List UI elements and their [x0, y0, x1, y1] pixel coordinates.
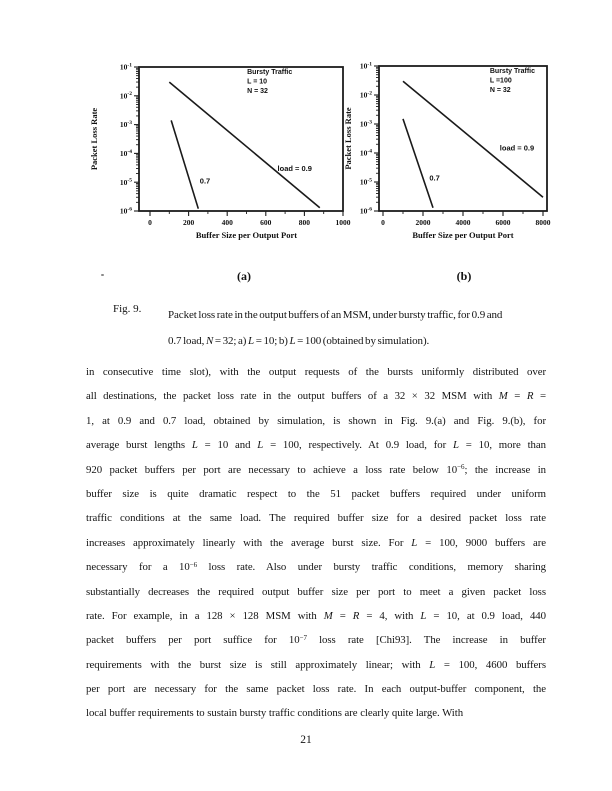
text-run: = 10 and — [197, 439, 258, 452]
svg-text:10-1: $10^{-1}$ — [359, 61, 372, 71]
svg-text:N = 32: N = 32 — [489, 87, 511, 94]
italic-variable: L — [420, 609, 427, 622]
body-line — [86, 580, 546, 604]
text-run: = — [332, 609, 353, 622]
svg-text:0: 0 — [148, 218, 152, 227]
svg-text:load = 0.9: load = 0.9 — [499, 143, 535, 153]
italic-variable: L — [411, 536, 418, 549]
caption-line — [168, 329, 547, 355]
body-line — [86, 653, 546, 677]
svg-text:Buffer Size per Output Port: Buffer Size per Output Port — [195, 230, 298, 240]
scan-artifact-dot — [101, 274, 104, 276]
text-run: = 100 (obtained by simulation). — [295, 334, 430, 347]
text-run: = 4, with — [359, 609, 421, 622]
text-run: = — [507, 390, 527, 403]
svg-text:10-2: $10^{-2}$ — [359, 90, 372, 100]
superscript-text: −6 — [457, 463, 465, 472]
svg-text:0.7: 0.7 — [199, 176, 211, 186]
line-chart-b — [335, 56, 612, 266]
chart-a-packet-loss-l10 — [88, 56, 364, 271]
caption-line — [168, 303, 547, 329]
text-run: = 10; b) — [254, 334, 290, 347]
italic-variable: M — [498, 390, 508, 403]
chart-b-packet-loss-l100 — [335, 56, 612, 271]
svg-text:Packet Loss Rate: Packet Loss Rate — [89, 107, 99, 171]
svg-text:10-1: $10^{-1}$ — [119, 62, 132, 72]
text-run: rate. For example, in a 128 × 128 MSM with — [86, 609, 324, 622]
sub-label-b: (b) — [456, 269, 472, 283]
text-run: loss rate [Chi93]. The increase in buffer — [306, 634, 546, 647]
svg-text:10-5: $10^{-5}$ — [359, 177, 372, 187]
body-line — [86, 433, 546, 457]
body-line — [86, 384, 546, 408]
body-paragraph — [86, 360, 546, 726]
figure-caption-label: Fig. 9. — [113, 303, 142, 315]
italic-variable: L — [257, 439, 264, 452]
text-run: Packet loss rate in the output buffers of an MSM, under bursty traffic, for 0.9 and — [168, 309, 503, 321]
svg-text:Buffer Size per Output Port: Buffer Size per Output Port — [412, 230, 514, 240]
text-run: in consecutive time slot), with the output requests of the bursts uniformly distributed over — [86, 366, 546, 378]
svg-text:2000: 2000 — [415, 218, 431, 227]
text-run: 0.7 load, — [168, 334, 206, 347]
text-run: requirements with the burst size is still approximately linear; with — [86, 658, 430, 671]
italic-variable: L — [191, 439, 198, 452]
svg-text:10-6: $10^{-6}$ — [119, 206, 132, 216]
svg-text:10-6: $10^{-6}$ — [359, 206, 372, 216]
superscript-text: −7 — [299, 634, 307, 643]
svg-text:Packet Loss Rate: Packet Loss Rate — [343, 107, 353, 170]
text-run: 1, at 0.9 and 0.7 load, obtained by simulation, is shown in Fig. 9.(a) and Fig. 9.(b), for — [86, 414, 546, 427]
svg-text:800: 800 — [298, 218, 311, 227]
svg-text:400: 400 — [221, 218, 233, 227]
svg-text:L =100: L =100 — [489, 77, 512, 85]
italic-variable: M — [323, 609, 333, 622]
italic-variable: N — [205, 334, 214, 347]
sub-label-a: (a) — [237, 269, 251, 283]
body-line — [86, 458, 546, 482]
svg-text:Bursty Traffic: Bursty Traffic — [489, 68, 536, 75]
text-run: = 100, respectively. At 0.9 load, for — [263, 439, 453, 452]
italic-variable: L — [289, 334, 296, 347]
text-run: = 32; a) — [213, 334, 249, 347]
text-run: = — [533, 390, 546, 403]
text-run: necessary for a 10 — [86, 561, 190, 574]
svg-text:10-3: $10^{-3}$ — [119, 120, 132, 130]
svg-text:0.7: 0.7 — [429, 173, 440, 183]
svg-text:10-4: $10^{-4}$ — [359, 148, 372, 158]
svg-text:8000: 8000 — [535, 218, 551, 227]
italic-variable: L — [452, 439, 459, 452]
text-run: traffic conditions at the same load. The required buffer size for a desired packet loss rate — [86, 512, 546, 525]
body-line — [86, 409, 546, 433]
text-run: increases approximately linearly with the average burst size. For — [86, 536, 412, 549]
svg-text:10-2: $10^{-2}$ — [119, 91, 132, 101]
svg-text:600: 600 — [260, 218, 272, 227]
italic-variable: R — [526, 390, 534, 403]
text-run: = 10, at 0.9 load, 440 — [426, 609, 546, 622]
body-line — [86, 482, 546, 506]
svg-text:6000: 6000 — [495, 218, 511, 227]
svg-text:1000: 1000 — [335, 218, 351, 227]
body-line — [86, 628, 546, 652]
text-run: average burst lengths — [86, 439, 192, 452]
svg-text:10-3: $10^{-3}$ — [359, 119, 372, 129]
text-run: ; the increase in — [464, 463, 546, 476]
superscript-text: −6 — [189, 560, 198, 569]
body-line — [86, 555, 546, 579]
italic-variable: R — [352, 609, 360, 622]
text-run: loss rate. Also under bursty traffic conditions, memory sharing — [197, 561, 546, 574]
svg-text:10-5: $10^{-5}$ — [119, 177, 132, 187]
svg-text:10-4: $10^{-4}$ — [119, 148, 132, 158]
italic-variable: L — [429, 658, 436, 671]
body-line — [86, 677, 546, 701]
text-run: = 100, 4600 buffers — [435, 658, 546, 671]
figure-caption-text — [168, 303, 547, 354]
italic-variable: L — [248, 334, 255, 347]
text-run: local buffer requirements to sustain bursty traffic conditions are clearly quite large. With — [86, 707, 464, 720]
svg-text:load = 0.9: load = 0.9 — [277, 163, 312, 173]
svg-text:N = 32: N = 32 — [247, 88, 268, 95]
page-number: 21 — [300, 734, 312, 746]
text-run: all destinations, the packet loss rate in the output buffers of a 32 × 32 MSM with — [86, 390, 499, 403]
text-run: = 10, more than — [458, 439, 546, 452]
text-run: 920 packet buffers per port are necessary to achieve a loss rate below 10 — [86, 463, 458, 476]
body-line — [86, 701, 546, 725]
svg-text:L = 10: L = 10 — [247, 78, 268, 86]
body-line — [86, 506, 546, 530]
text-run: per port are necessary for the same packet loss rate. In each output-buffer component, the — [86, 683, 546, 696]
body-line — [86, 531, 546, 555]
line-chart-a — [88, 56, 364, 266]
body-line — [86, 360, 546, 384]
svg-text:4000: 4000 — [455, 218, 471, 227]
text-run: buffer size is quite dramatic respect to the 51 packet buffers required under uniform — [86, 487, 546, 500]
body-line — [86, 604, 546, 628]
text-run: packet buffers per port suffice for 10 — [86, 634, 300, 647]
text-run: = 100, 9000 buffers are — [417, 536, 546, 549]
svg-text:0: 0 — [381, 218, 385, 227]
text-run: substantially decreases the required output buffer size per port to meet a given packet loss — [86, 585, 546, 598]
svg-text:Bursty Traffic: Bursty Traffic — [247, 69, 293, 76]
svg-text:200: 200 — [182, 218, 195, 227]
